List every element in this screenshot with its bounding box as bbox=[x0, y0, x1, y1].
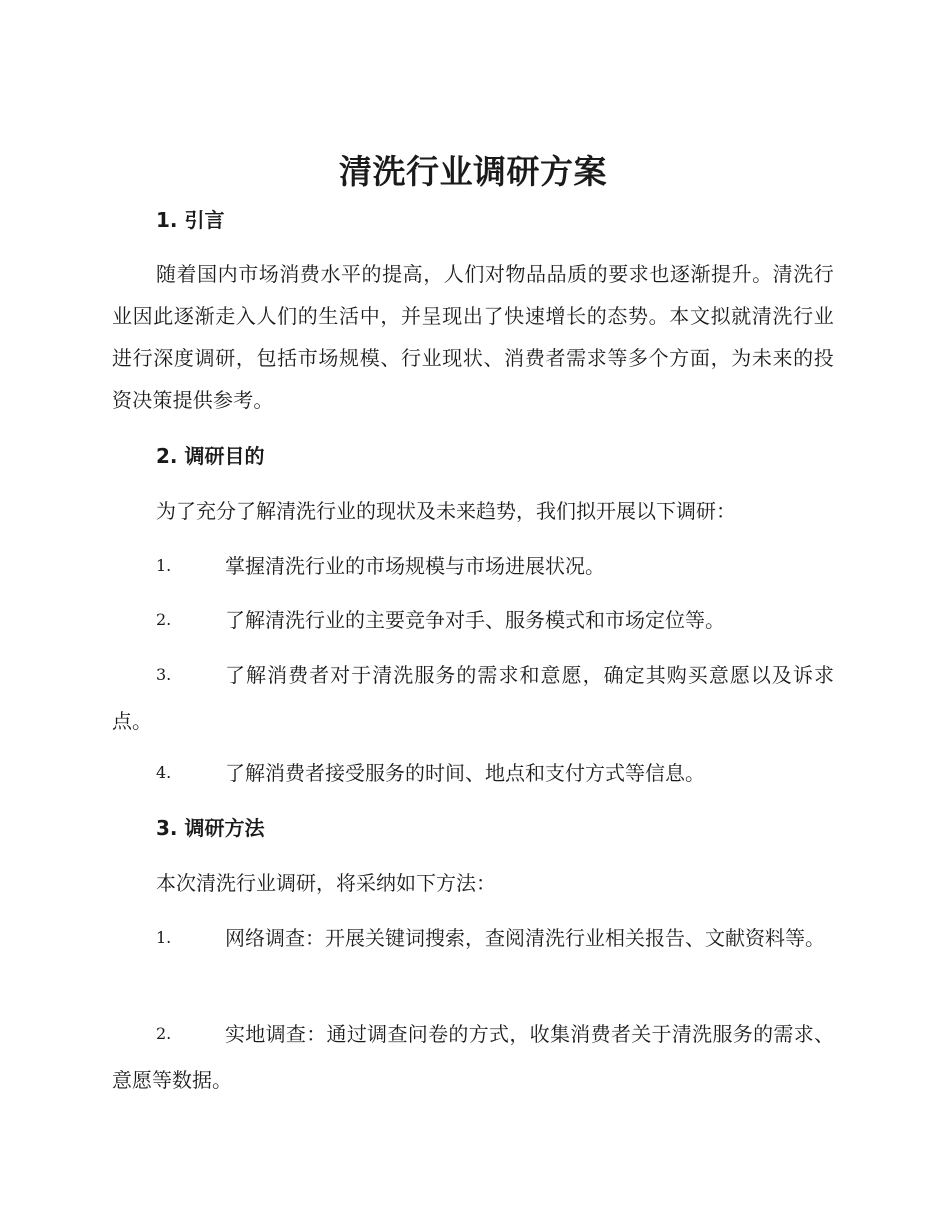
section-heading-purpose: 2. 调研目的 bbox=[156, 444, 265, 468]
list-item bbox=[112, 652, 834, 744]
section-heading-introduction: 1. 引言 bbox=[156, 208, 225, 232]
list-item-text: 网络调查：开展关键词搜索，查阅清洗行业相关报告、文献资料等。 bbox=[225, 926, 825, 950]
list-item bbox=[112, 915, 834, 961]
list-item bbox=[112, 543, 834, 589]
list-item-number: 4. bbox=[156, 763, 172, 782]
list-item-number: 2. bbox=[156, 1024, 172, 1043]
section-intro-purpose: 为了充分了解清洗行业的现状及未来趋势，我们拟开展以下调研： bbox=[156, 499, 736, 523]
list-item-number: 3. bbox=[156, 665, 172, 684]
list-item-number: 2. bbox=[156, 610, 172, 629]
list-item bbox=[112, 1011, 834, 1103]
list-item-text: 了解消费者接受服务的时间、地点和支付方式等信息。 bbox=[225, 761, 705, 785]
list-item bbox=[112, 750, 834, 796]
list-item-text: 了解清洗行业的主要竞争对手、服务模式和市场定位等。 bbox=[225, 608, 725, 632]
section-intro-methods: 本次清洗行业调研，将采纳如下方法： bbox=[156, 871, 496, 895]
list-item-text: 实地调查：通过调查问卷的方式，收集消费者关于清洗服务的需求、意愿等数据。 bbox=[112, 1022, 834, 1092]
list-item bbox=[112, 597, 834, 643]
document-title: 清洗行业调研方案 bbox=[339, 152, 607, 191]
section-heading-methods: 3. 调研方法 bbox=[156, 816, 265, 840]
list-item-text: 了解消费者对于清洗服务的需求和意愿，确定其购买意愿以及诉求点。 bbox=[112, 663, 834, 733]
list-item-text: 掌握清洗行业的市场规模与市场进展状况。 bbox=[225, 554, 605, 578]
list-item-number: 1. bbox=[156, 928, 172, 947]
section-paragraph-introduction: 随着国内市场消费水平的提高，人们对物品品质的要求也逐渐提升。清洗行业因此逐渐走入人们的生活中，并呈现出了快速增长的态势。本文拟就清洗行业进行深度调研，包括市场规模、行业现状、消费者需求等多个方面，为未来的投资决策提供参考。 bbox=[112, 262, 834, 412]
list-item-number: 1. bbox=[156, 556, 172, 575]
